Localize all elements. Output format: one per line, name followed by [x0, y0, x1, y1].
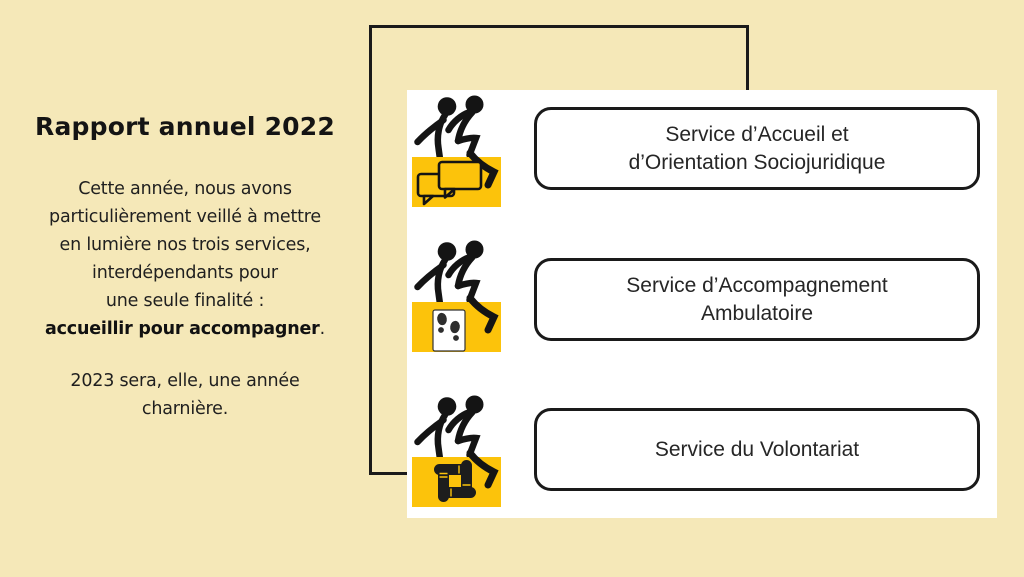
intro-line-bold: [22, 315, 348, 343]
speech-bubbles-icon: [410, 95, 501, 207]
closing-paragraph: [22, 367, 348, 423]
service-box-accueil-orientation: [534, 107, 980, 190]
closing-line: 2023 sera, elle, une année: [70, 371, 300, 391]
intro-line: interdépendants pour: [92, 263, 278, 283]
intro-line: en lumière nos trois services,: [59, 235, 311, 255]
intro-line: particulièrement veillé à mettre: [49, 207, 321, 227]
footprints-glyph: [433, 310, 465, 351]
service-label-line: d’Orientation Sociojuridique: [628, 150, 886, 174]
service-label-line: Service d’Accompagnement: [626, 273, 888, 297]
intro-paragraph: [22, 175, 348, 343]
footprints-icon: [410, 240, 501, 352]
services-panel: [407, 90, 997, 518]
service-label-line: Service du Volontariat: [654, 437, 860, 461]
page-title: Rapport annuel 2022: [35, 112, 335, 141]
joined-hands-icon: [410, 395, 501, 507]
closing-line: charnière.: [141, 399, 229, 419]
intro-bold-text: accueillir pour accompagner: [45, 319, 320, 339]
service-box-accompagnement-ambulatoire: [534, 258, 980, 341]
service-label-line: Ambulatoire: [700, 301, 814, 325]
intro-bold-suffix: .: [319, 319, 325, 339]
service-label-line: Service d’Accueil et: [665, 122, 849, 146]
service-box-volontariat: [534, 408, 980, 491]
intro-line: une seule finalité :: [105, 291, 265, 311]
intro-line: Cette année, nous avons: [78, 179, 292, 199]
intro-text-block: [22, 112, 348, 423]
